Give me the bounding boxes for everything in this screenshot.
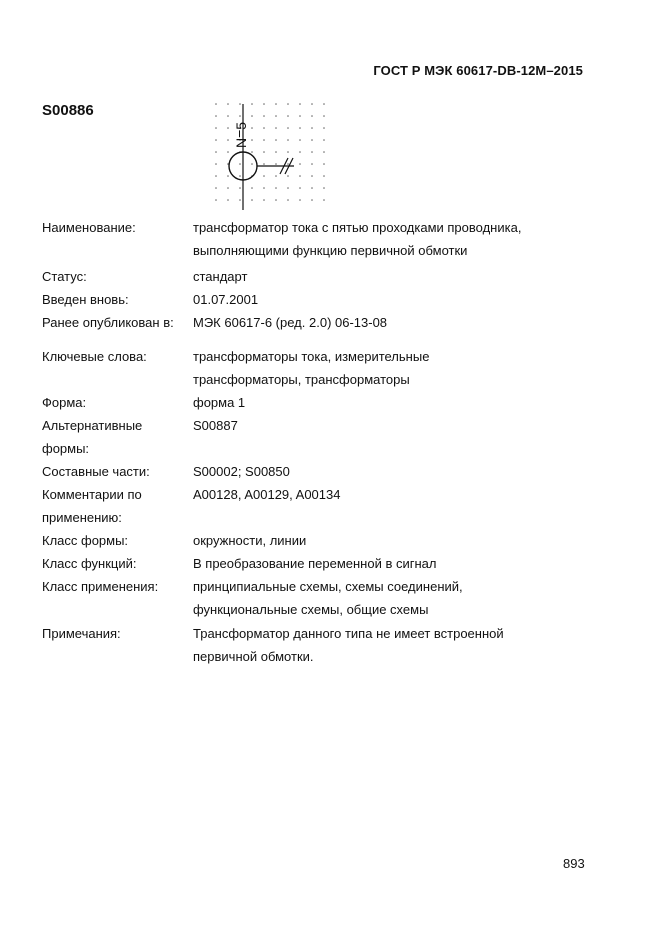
current-transformer-symbol-icon <box>214 100 326 212</box>
symbol-vertical-label: N=5 <box>233 121 249 148</box>
field-components-label: Составные части: <box>42 464 150 479</box>
field-application-class-label: Класс применения: <box>42 579 159 594</box>
field-comments-label-line1: Комментарии по <box>42 487 142 502</box>
field-status-value: стандарт <box>193 269 248 284</box>
field-name-value-line1: трансформатор тока с пятью проходками проводника, <box>193 220 522 235</box>
field-form-class-value: окружности, линии <box>193 533 307 548</box>
field-alt-forms-label-line1: Альтернативные <box>42 418 143 433</box>
field-form-class-label: Класс формы: <box>42 533 129 548</box>
field-name-label: Наименование: <box>42 220 136 235</box>
field-function-class-value: В преобразование переменной в сигнал <box>193 556 437 571</box>
field-published-label: Ранее опубликован в: <box>42 315 174 330</box>
standard-code-header: ГОСТ Р МЭК 60617-DB-12M–2015 <box>373 63 583 78</box>
field-comments-label-line2: применению: <box>42 510 122 525</box>
field-notes-label: Примечания: <box>42 626 121 641</box>
field-alt-forms-value: S00887 <box>193 418 238 433</box>
field-status-label: Статус: <box>42 269 87 284</box>
field-introduced-label: Введен вновь: <box>42 292 129 307</box>
field-application-class-value-line1: принципиальные схемы, схемы соединений, <box>193 579 463 594</box>
field-comments-value: A00128, A00129, A00134 <box>193 487 341 502</box>
field-keywords-value-line2: трансформаторы, трансформаторы <box>193 372 410 387</box>
page-number: 893 <box>563 856 585 871</box>
field-introduced-value: 01.07.2001 <box>193 292 259 307</box>
field-published-value: МЭК 60617-6 (ред. 2.0) 06-13-08 <box>193 315 388 330</box>
field-form-value: форма 1 <box>193 395 246 410</box>
field-application-class-value-line2: функциональные схемы, общие схемы <box>193 602 429 617</box>
symbol-code: S00886 <box>42 102 94 119</box>
field-components-value: S00002; S00850 <box>193 464 290 479</box>
field-function-class-label: Класс функций: <box>42 556 137 571</box>
field-keywords-value-line1: трансформаторы тока, измерительные <box>193 349 430 364</box>
field-form-label: Форма: <box>42 395 87 410</box>
field-keywords-label: Ключевые слова: <box>42 349 147 364</box>
field-notes-value-line2: первичной обмотки. <box>193 649 314 664</box>
field-name-value-line2: выполняющими функцию первичной обмотки <box>193 243 468 258</box>
field-notes-value-line1: Трансформатор данного типа не имеет встроенной <box>193 626 504 641</box>
field-alt-forms-label-line2: формы: <box>42 441 90 456</box>
